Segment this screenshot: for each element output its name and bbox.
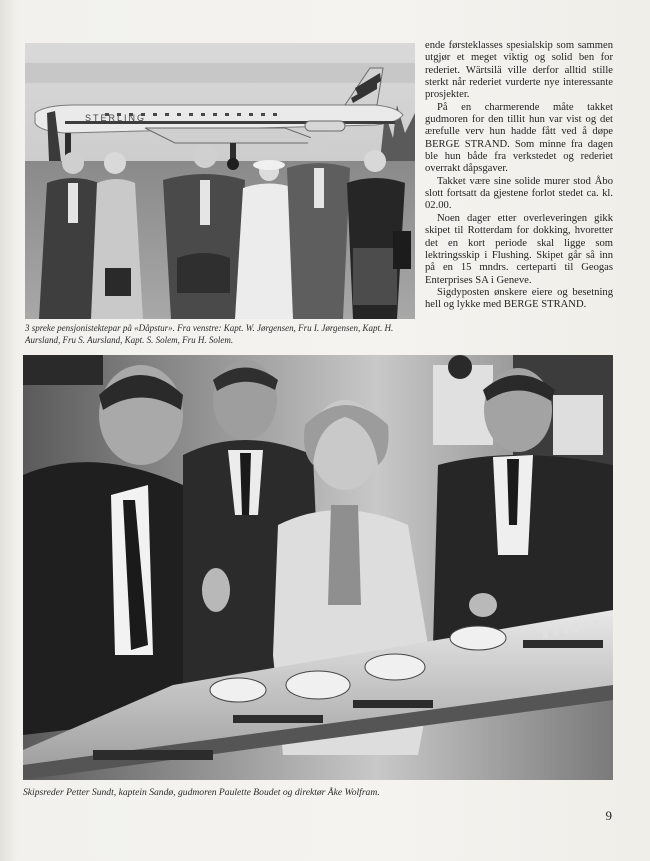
article-paragraph: ende førsteklasses spesialskip som sammen utgjør et meget viktig og solid ben for rederiet. Wärtsilä ville derfor alltid stille sterkt når rederiet vurderte nye interessante prosjekter. <box>425 40 613 101</box>
article-body <box>425 40 613 312</box>
bottom-photo-caption: Skipsreder Petter Sundt, kaptein Sandø, gudmoren Paulette Boudet og direktør Åke Wolfram. <box>23 787 380 798</box>
page-number: 9 <box>605 808 612 823</box>
aircraft-livery-text: STERLING <box>85 113 147 123</box>
article-paragraph: På en charmerende måte takket gudmoren for den tillit hun var vist og det ærefulle verv hun hadde fått ved å døpe BERGE STRAND. Som minne fra dagen ble hun både fra verkstedet og rederiet overrakt dåpsgaver. <box>425 101 613 175</box>
article-paragraph: Takket være sine solide murer stod Åbo slott fortsatt da gjestene forlot stedet ca. kl. 02.00. <box>425 175 613 212</box>
bottom-photo <box>23 355 613 780</box>
article-paragraph: Noen dager etter overleveringen gikk skipet til Rotterdam for dokking, hvoretter det en kort periode skal ligge som lektringsskip i Flushing. Skipet går så inn på en 15 mndrs. certeparti til Geogas Enterprises SA i Geneve. <box>425 212 613 286</box>
top-photo-caption: 3 spreke pensjonistektepar på «Dåpstur». Fra venstre: Kapt. W. Jørgensen, Fru I. Jørgensen, Kapt. H. Aursland, Fru S. Aursland, Kapt. S. Solem, Fru H. Solem. <box>25 323 394 345</box>
article-paragraph: Sigdyposten ønskere eiere og besetning hell og lykke med BERGE STRAND. <box>425 286 613 311</box>
top-photo <box>25 43 415 319</box>
